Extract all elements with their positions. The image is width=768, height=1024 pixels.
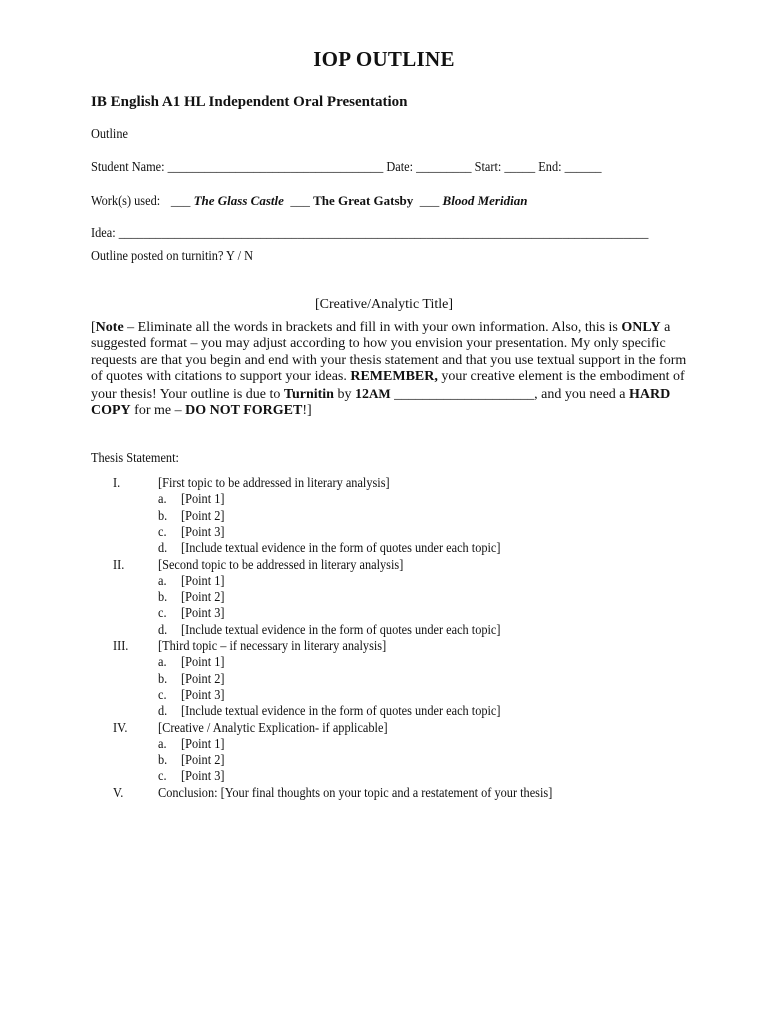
point-text: [Point 2]: [181, 508, 225, 524]
point-text: [Point 2]: [181, 590, 225, 606]
point-letter: d.: [158, 622, 168, 638]
section-heading: Conclusion: [Your final thoughts on your topic and a restatement of your thesis]: [158, 785, 553, 801]
works-blank-2: ___: [290, 193, 310, 208]
point-text: [Point 3]: [181, 769, 225, 785]
works-blank-3: ___: [419, 193, 440, 208]
point-letter: c.: [158, 687, 167, 703]
point-text: [Point 3]: [181, 606, 225, 622]
point-text: [Point 1]: [181, 573, 225, 589]
student-name-line: Student Name: ___________________________________ Date: _________ Start: _____ End: ______: [91, 160, 602, 175]
point-letter: d.: [158, 704, 168, 720]
point-letter: b.: [158, 508, 168, 524]
work-blood-meridian: Blood Meridian: [442, 193, 528, 208]
point-text: [Include textual evidence in the form of quotes under each topic]: [181, 704, 501, 720]
point-letter: b.: [158, 590, 168, 606]
due-date-blank: ____________________: [390, 386, 535, 402]
section-heading: [Third topic – if necessary in literary analysis]: [158, 639, 387, 654]
section-heading: [Creative / Analytic Explication- if applicable]: [158, 720, 388, 736]
turnitin-emphasis: Turnitin: [283, 386, 334, 402]
point-text: [Point 2]: [181, 753, 225, 769]
point-letter: c.: [158, 769, 167, 785]
point-text: [Point 1]: [181, 655, 225, 671]
section-heading: [Second topic to be addressed in literary analysis]: [158, 557, 404, 573]
outline-label: Outline: [91, 127, 128, 142]
idea-line: Idea: ______________________________________________________________________________________: [91, 226, 649, 241]
point-text: [Point 1]: [181, 492, 225, 508]
section-numeral: V.: [113, 785, 124, 801]
point-text: [Include textual evidence in the form of quotes under each topic]: [181, 541, 501, 557]
point-letter: b.: [158, 753, 168, 769]
section-numeral: III.: [113, 639, 129, 654]
hard-copy-emphasis: HARD COPY: [91, 386, 671, 419]
remember-emphasis: REMEMBER,: [350, 369, 438, 385]
point-letter: c.: [158, 524, 167, 540]
point-letter: a.: [158, 492, 167, 508]
point-letter: d.: [158, 541, 168, 557]
point-text: [Point 2]: [181, 671, 225, 687]
only-emphasis: ONLY: [621, 320, 661, 335]
point-letter: a.: [158, 573, 167, 589]
section-numeral: IV.: [113, 720, 128, 736]
instructions-note: [Note – Eliminate all the words in brackets and fill in with your own information. Also, this is ONLY a suggested format – you may adjust according to how you envision your presentation. My only specific requests are that you begin and end with your thesis statement and that you use textual support in the form of quotes with citations to support your ideas. REMEMBER, your creative element is the embodiment of your thesis! Your outline is due to Turnitin by 12AM ____________________, and you need a HARD COPY for me – DO NOT FORGET!]: [91, 320, 687, 419]
do-not-forget-emphasis: DO NOT FORGET: [185, 403, 303, 419]
creative-title-placeholder: [Creative/Analytic Title]: [314, 297, 454, 312]
works-blank-1: ___: [170, 193, 191, 208]
point-text: [Include textual evidence in the form of quotes under each topic]: [181, 622, 501, 638]
point-text: [Point 1]: [181, 736, 225, 752]
point-letter: a.: [158, 736, 167, 752]
section-numeral: I.: [113, 476, 121, 491]
thesis-statement-label: Thesis Statement:: [91, 451, 179, 466]
turnitin-posted-line: Outline posted on turnitin? Y / N: [91, 249, 253, 264]
section-numeral: II.: [113, 557, 125, 573]
point-text: [Point 3]: [181, 524, 225, 540]
point-text: [Point 3]: [181, 687, 225, 703]
note-label: Note: [95, 320, 124, 335]
point-letter: b.: [158, 671, 168, 687]
due-time: 12AM: [354, 385, 391, 402]
point-letter: c.: [158, 606, 167, 622]
work-glass-castle: The Glass Castle: [193, 193, 284, 208]
works-used-line: [91, 193, 527, 210]
work-great-gatsby: The Great Gatsby: [313, 193, 414, 208]
works-label: Work(s) used:: [91, 194, 161, 209]
section-heading: [First topic to be addressed in literary analysis]: [158, 476, 390, 491]
document-title: IOP OUTLINE: [313, 47, 455, 71]
document-subtitle: IB English A1 HL Independent Oral Presentation: [91, 94, 408, 110]
point-letter: a.: [158, 655, 167, 671]
